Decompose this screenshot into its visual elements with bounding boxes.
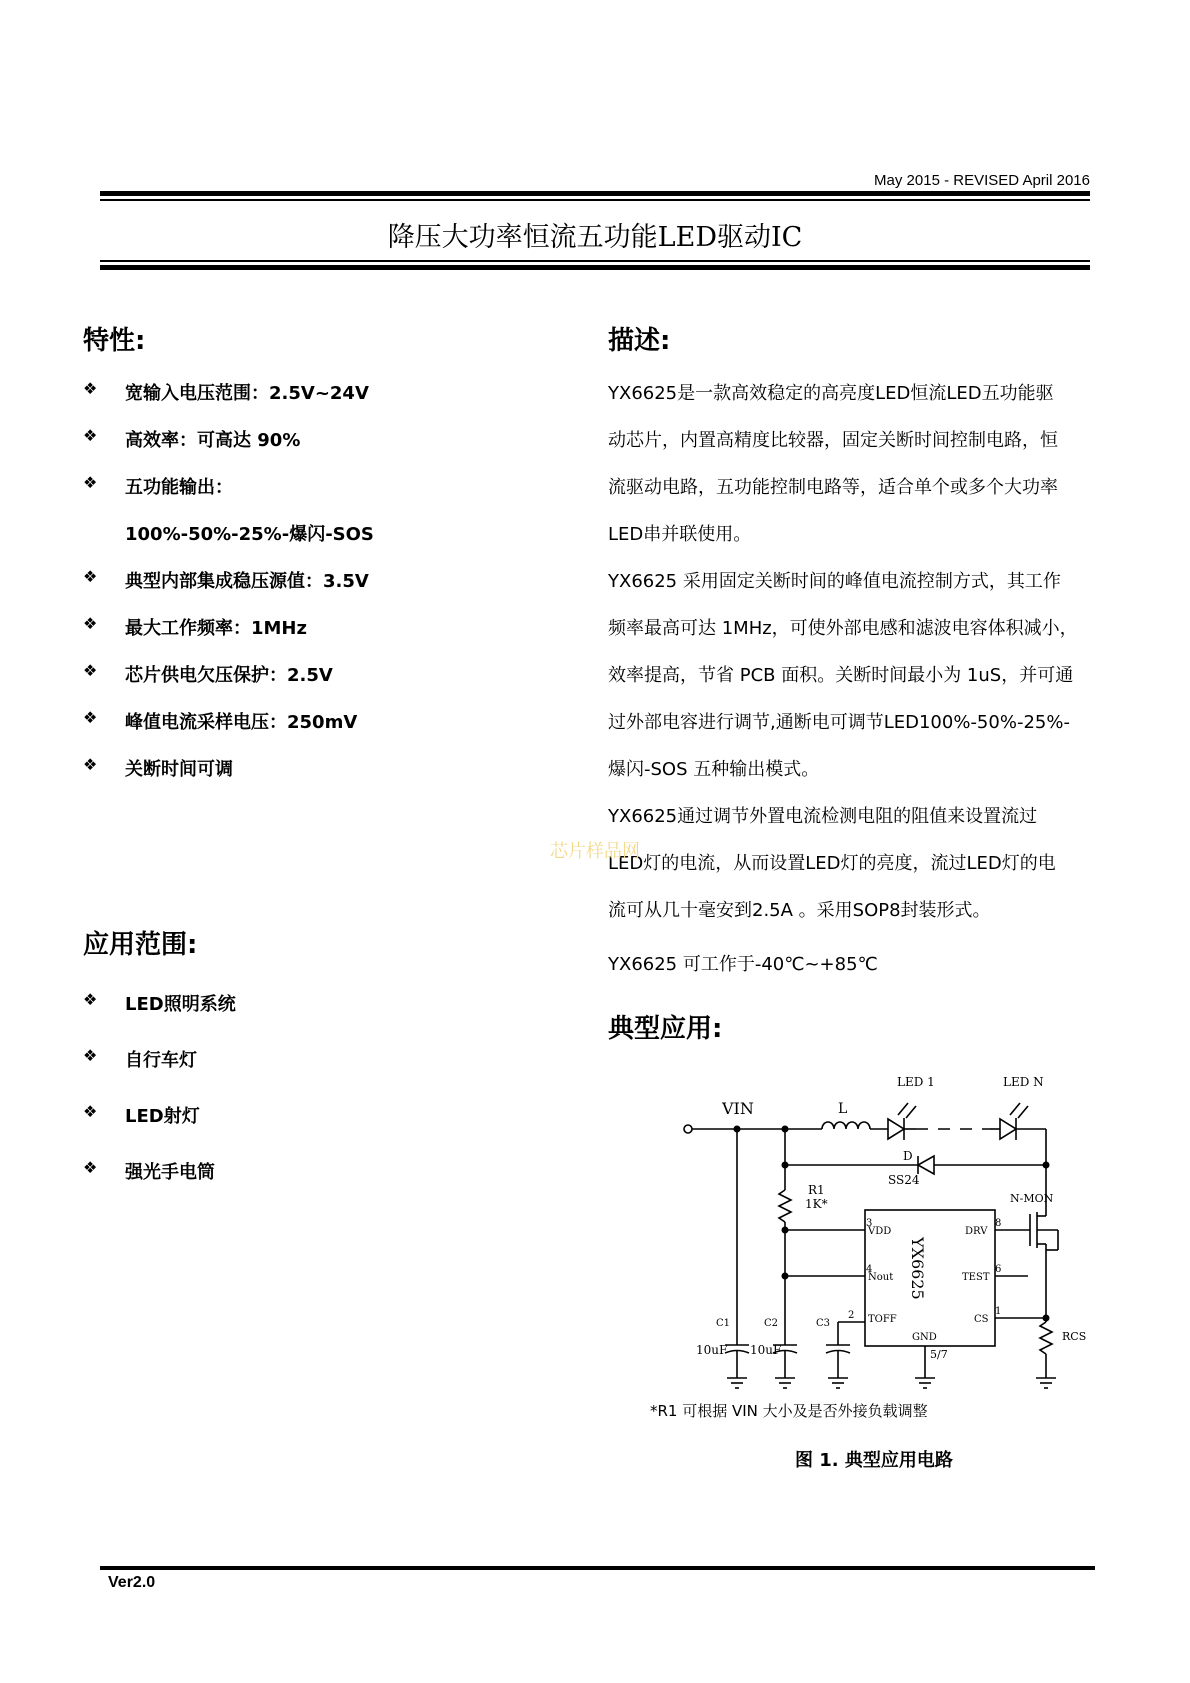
pin-cs-label: CS xyxy=(974,1314,989,1325)
feature-text: 五功能输出： xyxy=(125,477,233,498)
pin-drv-label: DRV xyxy=(965,1226,988,1237)
description-line: YX6625 可工作于-40℃~+85℃ xyxy=(608,954,878,975)
rcs-label: RCS xyxy=(1062,1330,1087,1343)
description-line: LED串并联使用。 xyxy=(608,524,752,545)
description-line: 频率最高可达 1MHz，可使外部电感和滤波电容体积减小， xyxy=(608,618,1078,639)
application-text: 自行车灯 xyxy=(125,1050,197,1071)
description-line: LED灯的电流，从而设置LED灯的亮度，流过LED灯的电 xyxy=(608,853,1056,874)
description-line: YX6625通过调节外置电流检测电阻的阻值来设置流过 xyxy=(608,806,1038,827)
feature-text: 关断时间可调 xyxy=(125,759,233,780)
r1-value-label: 1K* xyxy=(805,1197,828,1211)
pin3-label: 3 xyxy=(866,1218,873,1229)
figure-caption: 图 1. 典型应用电路 xyxy=(795,1450,953,1471)
application-text: 强光手电筒 xyxy=(125,1162,215,1183)
bullet-icon: ❖ xyxy=(83,473,98,492)
description-line: YX6625 采用固定关断时间的峰值电流控制方式，其工作 xyxy=(608,571,1061,592)
bullet-icon: ❖ xyxy=(83,426,98,445)
ledn-label: LED N xyxy=(1003,1075,1044,1089)
pin-nout-label: Nout xyxy=(868,1272,894,1283)
c3-ref-label: C3 xyxy=(816,1318,831,1329)
chip-name-label: YX6625 xyxy=(908,1237,927,1300)
nmos-label: N-MON xyxy=(1010,1192,1054,1205)
description-heading: 描述: xyxy=(608,326,671,356)
description-line: 流驱动电路，五功能控制电路等，适合单个或多个大功率 xyxy=(608,477,1058,498)
r1-footnote: *R1 可根据 VIN 大小及是否外接负载调整 xyxy=(650,1402,928,1420)
revision-date: May 2015 - REVISED April 2016 xyxy=(874,172,1090,189)
feature-text: 最大工作频率：1MHz xyxy=(125,618,307,639)
pin6-label: 6 xyxy=(995,1264,1002,1275)
feature-text: 宽输入电压范围：2.5V~24V xyxy=(125,383,369,404)
inductor-label: L xyxy=(838,1101,848,1117)
footer-rule xyxy=(100,1566,1095,1570)
description-line: YX6625是一款高效稳定的高亮度LED恒流LED五功能驱 xyxy=(608,383,1054,404)
pin2-label: 2 xyxy=(848,1310,855,1321)
feature-text: 典型内部集成稳压源值：3.5V xyxy=(125,571,369,592)
r1-ref-label: R1 xyxy=(808,1183,825,1197)
pin-test-label: TEST xyxy=(962,1272,990,1283)
c2-ref-label: C2 xyxy=(764,1318,779,1329)
bullet-icon: ❖ xyxy=(83,708,98,727)
bullet-icon: ❖ xyxy=(83,567,98,586)
application-text: LED射灯 xyxy=(125,1106,200,1127)
diode-ref-label: D xyxy=(903,1149,913,1163)
pin57-label: 5/7 xyxy=(930,1348,948,1361)
watermark: 芯片样品网 xyxy=(550,841,640,862)
description-line: 爆闪-SOS 五种输出模式。 xyxy=(608,759,820,780)
pin8-label: 8 xyxy=(995,1218,1002,1229)
pin-toff-label: TOFF xyxy=(868,1314,897,1325)
bullet-icon: ❖ xyxy=(83,661,98,680)
applications-heading: 应用范围: xyxy=(83,930,198,960)
description-line: 流可从几十毫安到2.5A 。采用SOP8封装形式。 xyxy=(608,900,991,921)
pin-vdd-label: VDD xyxy=(868,1226,892,1237)
version-label: Ver2.0 xyxy=(108,1574,156,1591)
feature-text: 高效率：可高达 90% xyxy=(125,430,301,451)
description-line: 动芯片，内置高精度比较器，固定关断时间控制电路，恒 xyxy=(608,430,1058,451)
features-heading: 特性: xyxy=(83,326,146,356)
bullet-icon: ❖ xyxy=(83,755,98,774)
diode-part-label: SS24 xyxy=(888,1173,920,1187)
feature-text: 100%-50%-25%-爆闪-SOS xyxy=(125,524,374,545)
c1-value-label: 10uF xyxy=(696,1343,728,1357)
bullet-icon: ❖ xyxy=(83,379,98,398)
application-text: LED照明系统 xyxy=(125,994,236,1015)
pin-gnd-label: GND xyxy=(912,1332,937,1343)
bullet-icon: ❖ xyxy=(83,1046,98,1065)
bullet-icon: ❖ xyxy=(83,614,98,633)
feature-text: 芯片供电欠压保护：2.5V xyxy=(125,665,333,686)
c2-value-label: 10uF xyxy=(750,1343,782,1357)
c1-ref-label: C1 xyxy=(716,1318,731,1329)
vin-label: VIN xyxy=(722,1099,754,1118)
pin4-label: 4 xyxy=(866,1264,873,1275)
description-line: 过外部电容进行调节,通断电可调节LED100%-50%-25%- xyxy=(608,712,1070,733)
pin1-label: 1 xyxy=(995,1306,1002,1317)
bullet-icon: ❖ xyxy=(83,990,98,1009)
feature-text: 峰值电流采样电压：250mV xyxy=(125,712,358,733)
document-title: 降压大功率恒流五功能LED驱动IC xyxy=(387,222,803,253)
bullet-icon: ❖ xyxy=(83,1102,98,1121)
bullet-icon: ❖ xyxy=(83,1158,98,1177)
typical-application-heading: 典型应用: xyxy=(608,1014,723,1044)
led1-label: LED 1 xyxy=(897,1075,935,1089)
description-line: 效率提高，节省 PCB 面积。关断时间最小为 1uS，并可通 xyxy=(608,665,1074,686)
